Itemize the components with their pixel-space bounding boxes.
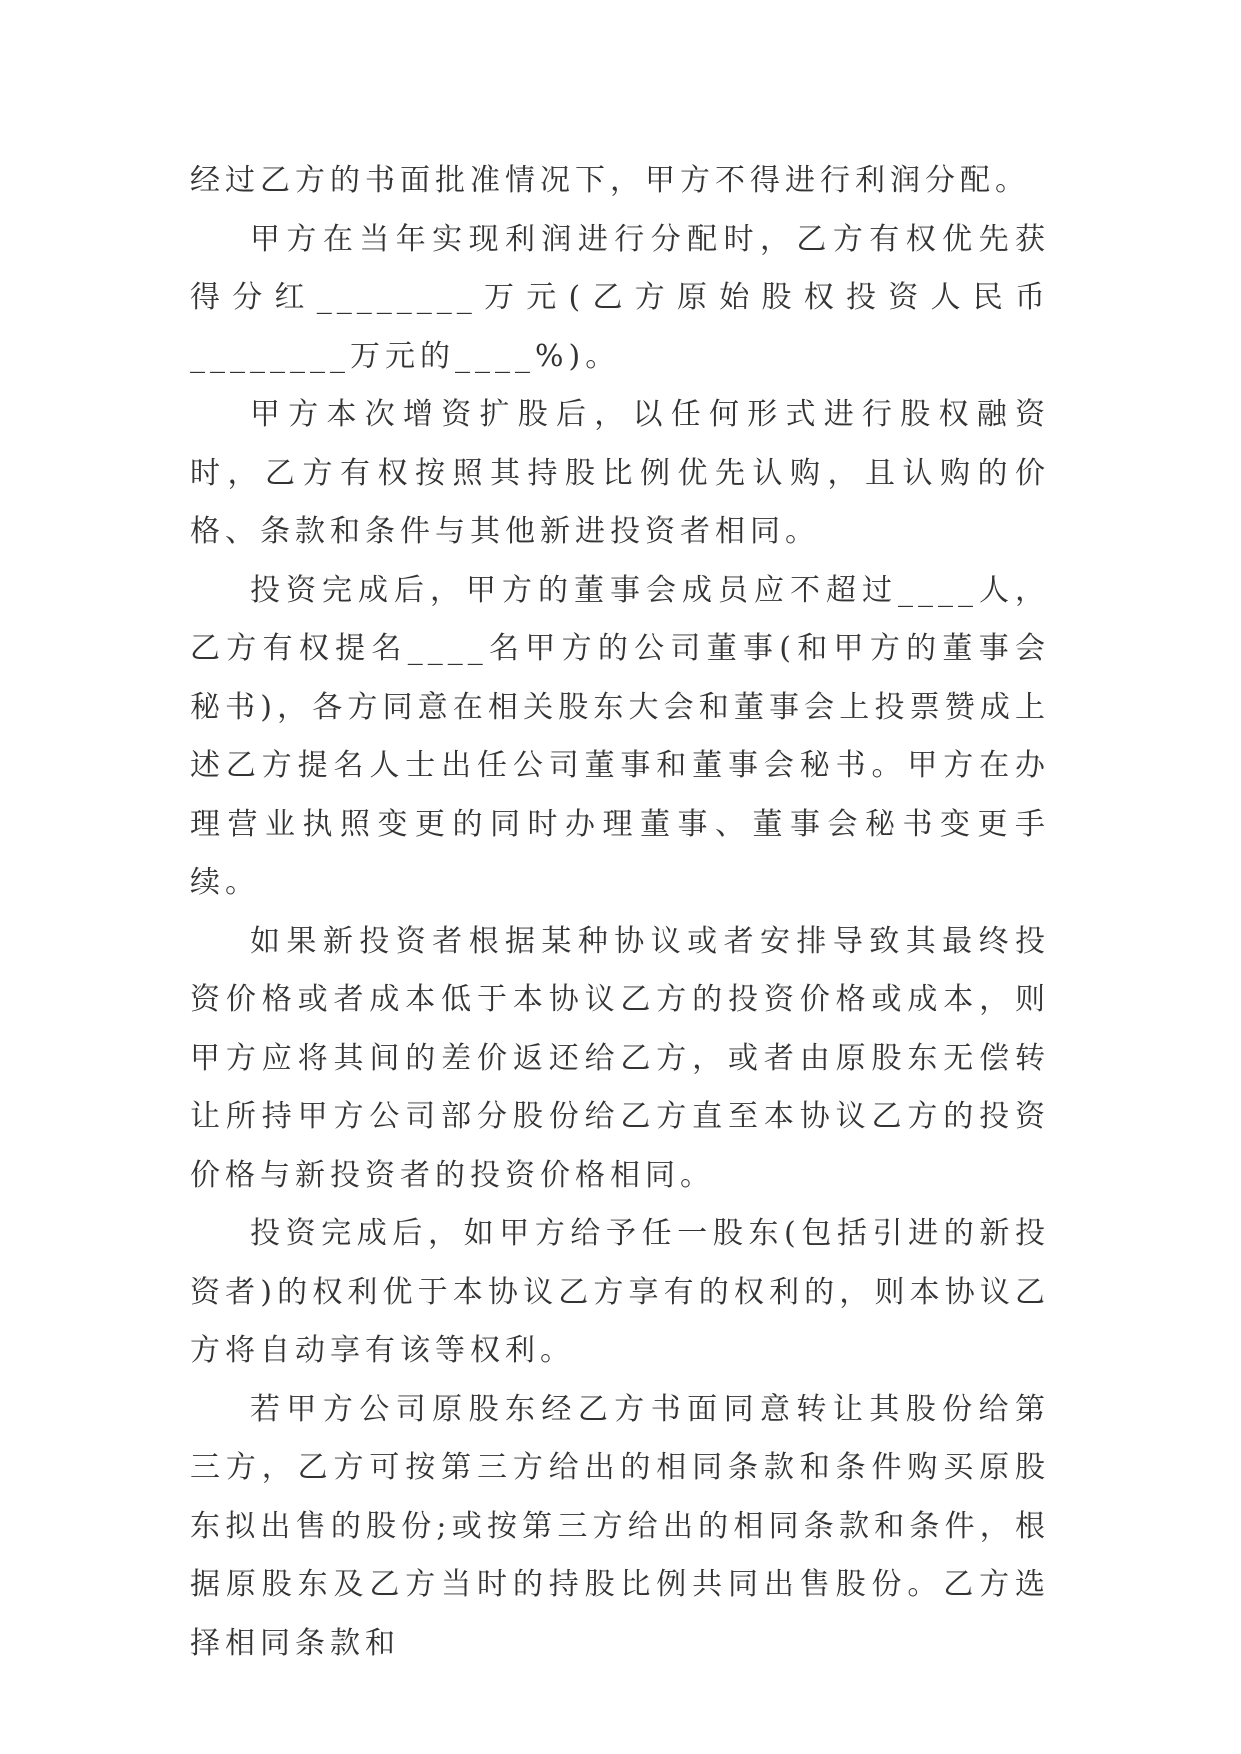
- paragraph-preemptive-subscription: 甲方本次增资扩股后，以任何形式进行股权融资时，乙方有权按照其持股比例优先认购，且认购的价格、条款和条件与其他新进投资者相同。: [190, 397, 1050, 549]
- paragraph-profit-approval: 经过乙方的书面批准情况下，甲方不得进行利润分配。: [190, 163, 1030, 198]
- paragraph-dividend-priority: 甲方在当年实现利润进行分配时，乙方有权优先获得分红________万元(乙方原始股权投资人民币________万元的____%)。: [190, 221, 1050, 374]
- paragraph-most-favored-rights: 投资完成后，如甲方给予任一股东(包括引进的新投资者)的权利优于本协议乙方享有的权利的，则本协议乙方将自动享有该等权利。: [190, 1216, 1050, 1368]
- paragraph-board-nomination: 投资完成后，甲方的董事会成员应不超过____人，乙方有权提名____名甲方的公司董事(和甲方的董事会秘书)，各方同意在相关股东大会和董事会上投票赞成上述乙方提名人士出任公司董事和董事会秘书。甲方在办理营业执照变更的同时办理董事、董事会秘书变更手续。: [190, 572, 1050, 900]
- paragraph-price-protection: 如果新投资者根据某种协议或者安排导致其最终投资价格或者成本低于本协议乙方的投资价格或成本，则甲方应将其间的差价返还给乙方，或者由原股东无偿转让所持甲方公司部分股份给乙方直至本协议乙方的投资价格与新投资者的投资价格相同。: [190, 923, 1050, 1193]
- paragraph-tag-along-rights: 若甲方公司原股东经乙方书面同意转让其股份给第三方，乙方可按第三方给出的相同条款和条件购买原股东拟出售的股份;或按第三方给出的相同条款和条件，根据原股东及乙方当时的持股比例共同出售股份。乙方选择相同条款和: [190, 1391, 1050, 1661]
- document-body: [190, 152, 1050, 1673]
